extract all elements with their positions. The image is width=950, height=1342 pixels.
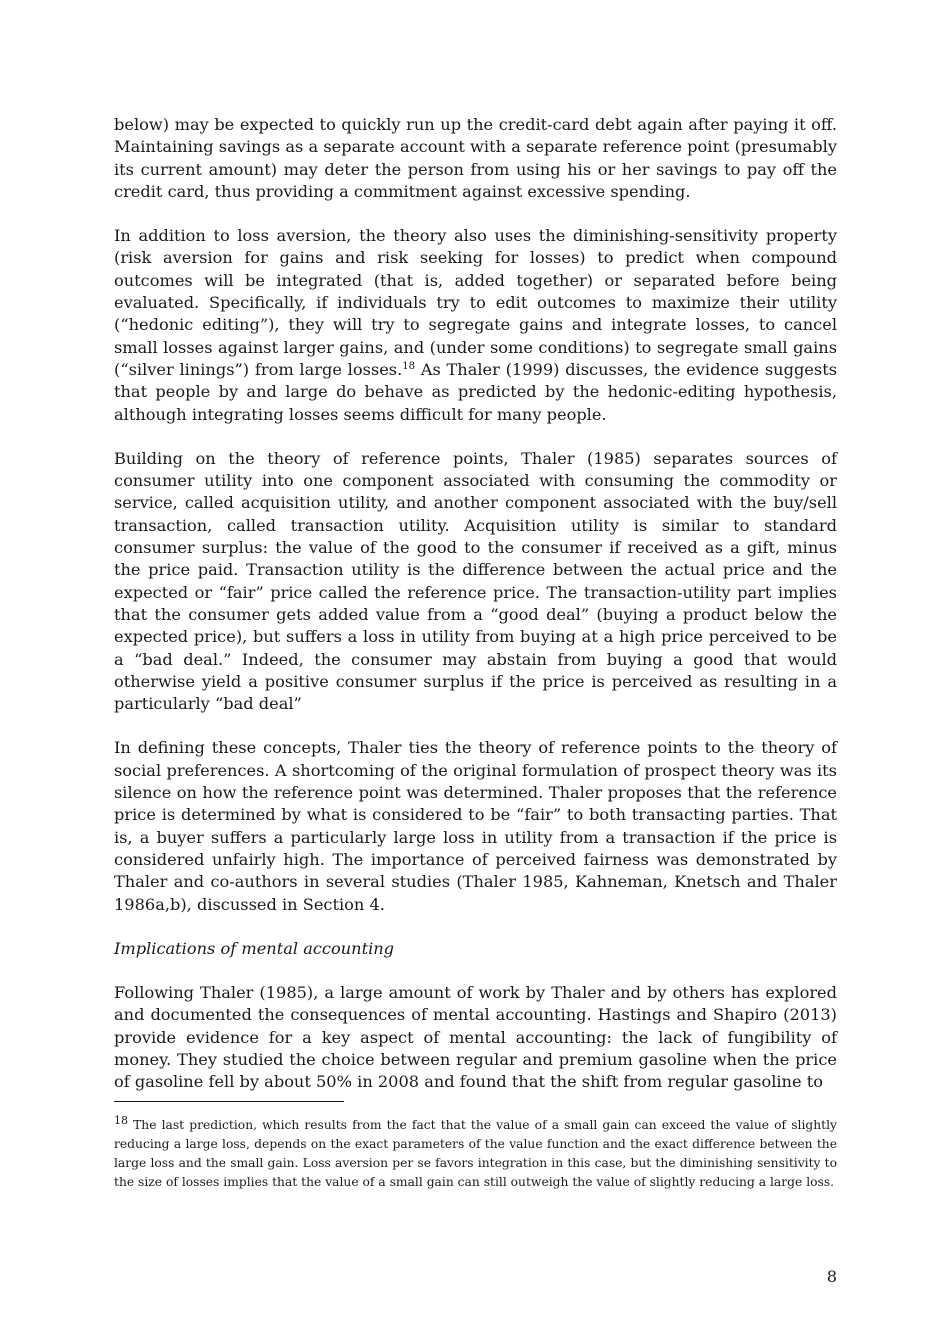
footnote-18	[114, 1116, 837, 1192]
paragraph-2-text-after: As Thaler (1999) discusses, the evidence suggests that people by and large do behave as predicted by the hedonic-editing hypothesis, although integrating losses seems difficult for many people.	[114, 359, 838, 424]
section-subheading: Implications of mental accounting	[114, 938, 395, 958]
footnote-ref-18: 18	[402, 360, 415, 372]
page-number: 8	[826, 1267, 837, 1286]
body-text	[114, 114, 837, 1094]
footnote-number: 18	[114, 1114, 128, 1127]
paragraph-2-text-before: In addition to loss aversion, the theory also uses the diminishing-sensitivity property (risk aversion for gains and risk seeking for losses) to predict when compound outcomes will be integrated (that is, added together) or separated before being evaluated. Specifically, if individuals try to edit outcomes to maximize their utility (“hedonic editing”), they will try to segregate gains and integrate losses, to cancel small losses against larger gains, and (under some conditions) to segregate small gains (“silver linings”) from large losses.	[114, 226, 837, 379]
paragraph-2	[114, 225, 837, 426]
footnote-text: The last prediction, which results from the fact that the value of a small gain can exceed the value of slightly reducing a large loss, depends on the exact parameters of the value function and the exact difference between the large loss and the small gain. Loss aversion per se favors integration in this case, but the diminishing sensitivity to the size of losses implies that the value of a small gain can still outweigh the value of slightly reducing a large loss.	[114, 1118, 837, 1189]
footnote-divider	[114, 1101, 344, 1102]
paragraph-5: Following Thaler (1985), a large amount of work by Thaler and by others has explored and documented the consequences of mental accounting. Hastings and Shapiro (2013) provide evidence for a key aspect of mental accounting: the lack of fungibility of money. They studied the choice between regular and premium gasoline when the price of gasoline fell by about 50% in 2008 and found that the shift from regular gasoline to	[114, 983, 837, 1092]
paragraph-3: Building on the theory of reference points, Thaler (1985) separates sources of consumer utility into one component associated with consuming the commodity or service, called acquisition utility, and another component associated with the buy/sell transaction, called transaction utility. Acquisition utility is similar to standard consumer surplus: the value of the good to the consumer if received as a gift, minus the price paid. Transaction utility is the difference between the actual price and the expected or “fair” price called the reference price. The transaction-utility part implies that the consumer gets added value from a “good deal” (buying a product below the expected price), but suffers a loss in utility from buying at a high price perceived to be a “bad deal.” Indeed, the consumer may abstain from buying a good that would otherwise yield a positive consumer surplus if the price is perceived as resulting in a particularly “bad deal”	[114, 448, 837, 714]
paragraph-4: In defining these concepts, Thaler ties the theory of reference points to the theory of social preferences. A shortcoming of the original formulation of prospect theory was its silence on how the reference point was determined. Thaler proposes that the reference price is determined by what is considered to be “fair” to both transacting parties. That is, a buyer suffers a particularly large loss in utility from a transaction if the price is considered unfairly high. The importance of perceived fairness was demonstrated by Thaler and co-authors in several studies (Thaler 1985, Kahneman, Knetsch and Thaler 1986a,b), discussed in Section 4.	[114, 738, 837, 914]
paragraph-1: below) may be expected to quickly run up the credit-card debt again after paying it off. Maintaining savings as a separate account with a separate reference point (presumably its current amount) may deter the person from using his or her savings to pay off the credit card, thus providing a commitment against excessive spending.	[114, 115, 837, 201]
